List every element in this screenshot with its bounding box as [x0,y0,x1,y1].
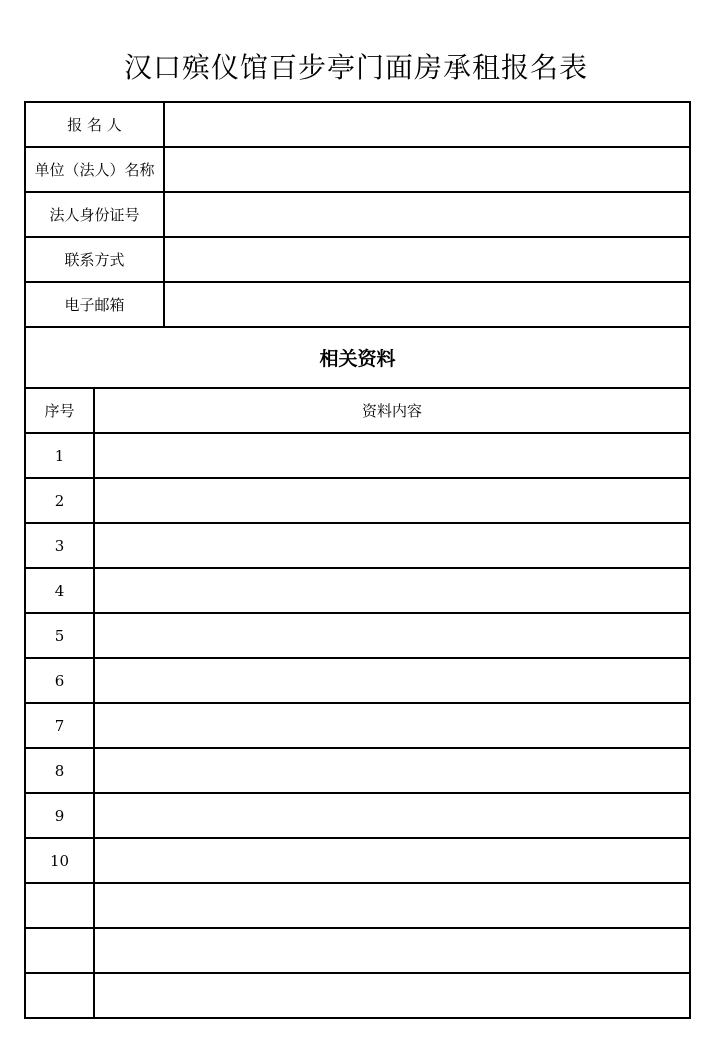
table-row [25,973,690,1018]
row-seq: 9 [25,793,94,838]
table-row [25,613,690,658]
field-row-company-name [25,147,690,192]
table-row [25,793,690,838]
row-content-input[interactable] [94,928,690,973]
registration-form-table [24,101,691,1019]
applicant-input[interactable] [164,102,690,147]
row-content-input[interactable] [94,613,690,658]
row-seq: 7 [25,703,94,748]
field-row-applicant [25,102,690,147]
row-seq: 10 [25,838,94,883]
table-row [25,928,690,973]
row-content-input[interactable] [94,973,690,1018]
table-row [25,523,690,568]
row-seq [25,928,94,973]
row-content-input[interactable] [94,883,690,928]
table-row [25,433,690,478]
field-row-contact [25,237,690,282]
company-name-input[interactable] [164,147,690,192]
row-content-input[interactable] [94,568,690,613]
row-seq: 4 [25,568,94,613]
row-seq: 2 [25,478,94,523]
seq-column-header: 序号 [25,388,94,433]
table-row [25,838,690,883]
contact-input[interactable] [164,237,690,282]
row-seq: 6 [25,658,94,703]
row-content-input[interactable] [94,748,690,793]
row-content-input[interactable] [94,703,690,748]
field-row-email [25,282,690,327]
row-seq: 3 [25,523,94,568]
table-row [25,478,690,523]
id-number-input[interactable] [164,192,690,237]
table-row [25,658,690,703]
row-seq [25,973,94,1018]
table-row [25,703,690,748]
row-content-input[interactable] [94,838,690,883]
row-content-input[interactable] [94,793,690,838]
contact-label: 联系方式 [25,237,164,282]
applicant-label: 报 名 人 [25,102,164,147]
email-input[interactable] [164,282,690,327]
row-content-input[interactable] [94,658,690,703]
field-row-id-number [25,192,690,237]
row-seq: 5 [25,613,94,658]
table-row [25,748,690,793]
row-content-input[interactable] [94,478,690,523]
row-seq [25,883,94,928]
row-seq: 1 [25,433,94,478]
row-seq: 8 [25,748,94,793]
company-name-label: 单位（法人）名称 [25,147,164,192]
section-title-row [25,327,690,388]
table-row [25,883,690,928]
email-label: 电子邮箱 [25,282,164,327]
content-column-header: 资料内容 [94,388,690,433]
id-number-label: 法人身份证号 [25,192,164,237]
section-title: 相关资料 [25,327,690,388]
row-content-input[interactable] [94,523,690,568]
page-title: 汉口殡仪馆百步亭门面房承租报名表 [123,51,588,84]
table-row [25,568,690,613]
table-header-row [25,388,690,433]
row-content-input[interactable] [94,433,690,478]
